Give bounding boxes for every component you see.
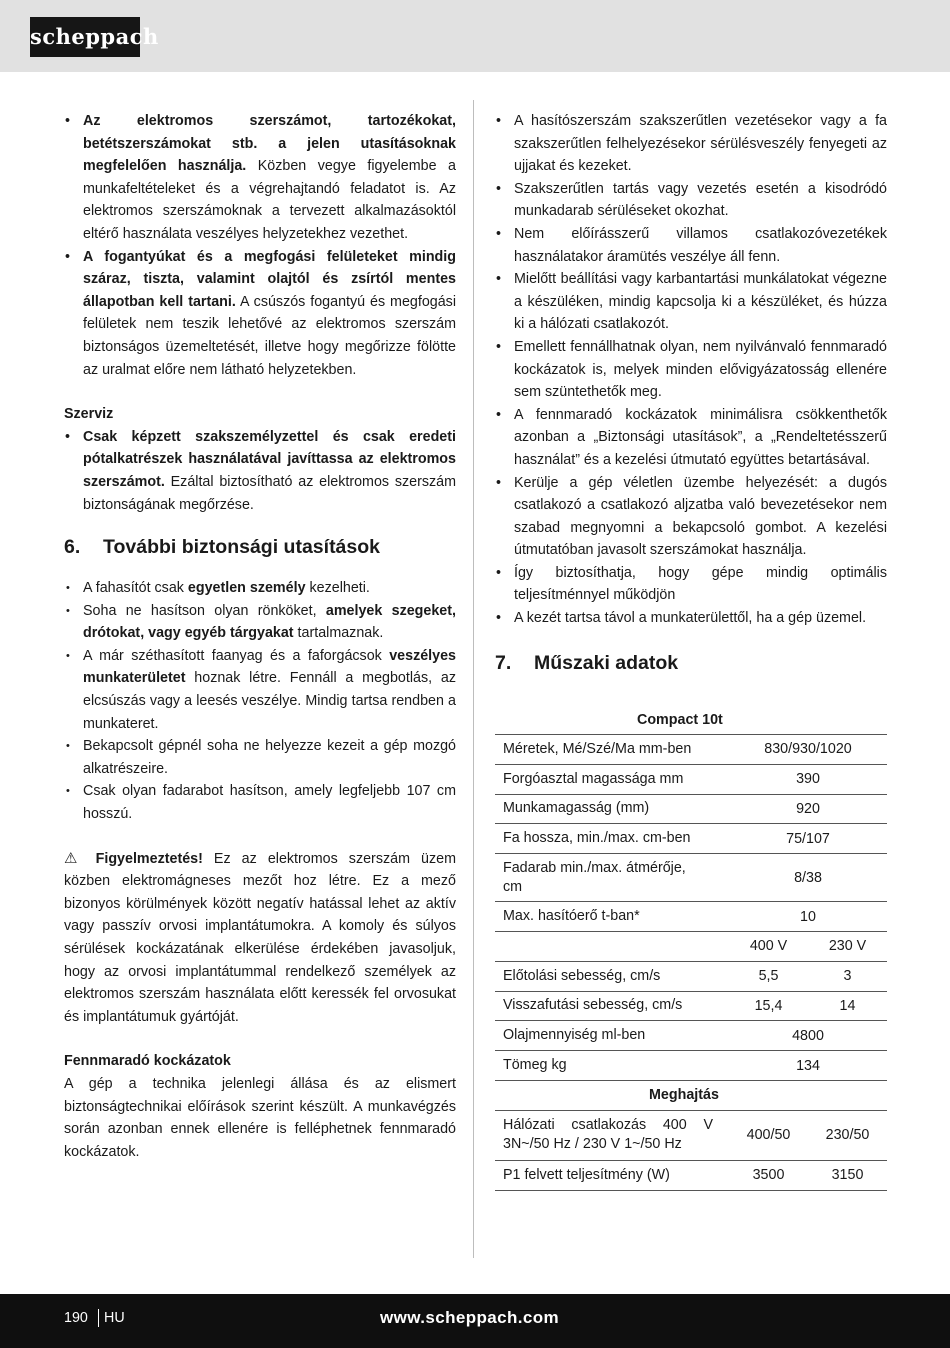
row-value: 830/930/1020: [729, 734, 887, 764]
row-label: Tömeg kg: [495, 1051, 729, 1081]
service-heading: Szerviz: [64, 406, 114, 423]
bold-text: veszélyes munkaterületet: [83, 647, 456, 687]
item-text: A fahasítót csak: [83, 580, 188, 597]
row-value: 5,5: [729, 961, 808, 991]
row-label: Hálózati csatlakozás 400 V 3N~/50 Hz / 230 V 1~/50 Hz: [495, 1110, 729, 1160]
technical-data-table: [495, 705, 887, 1191]
row-value: 15,4: [729, 991, 808, 1021]
bold-lead: Az elektromos szerszámot, tartozékokat, betétszerszámokat stb. a jelen utasításoknak megfelelően használja.: [83, 113, 456, 175]
list-item: • Nem előírásszerű villamos csatlakozóvezetékek használatakor áramütés veszélye áll fenn.: [495, 223, 887, 268]
table-row: [495, 1051, 887, 1081]
row-value: 8/38: [729, 854, 887, 902]
list-item: • Így biztosíthatja, hogy gépe mindig optimális teljesítménnyel működjön: [495, 562, 887, 607]
table-row: [495, 824, 887, 854]
item-text: Ezáltal biztosítható az elektromos szerszám biztonságának megőrzése.: [83, 473, 456, 513]
table-row: [495, 902, 887, 932]
list-item: • A hasítószerszám szakszerűtlen vezetésekor vagy a fa szakszerűtlen felhelyezésekor sérülésveszély fenyegeti az ujjakat és kezeket.: [495, 110, 887, 178]
table-row: [495, 1021, 887, 1051]
bold-lead: Csak képzett szakszemélyzettel és csak eredeti pótalkatrészek használatával javíttassa az elektromos szerszámot.: [83, 428, 456, 490]
header-bar: [0, 0, 950, 72]
list-item: [64, 110, 456, 246]
section-title: További biztonsági utasítások: [103, 536, 381, 559]
list-item: [64, 426, 456, 516]
column-divider: [473, 100, 474, 1258]
row-value: 920: [729, 794, 887, 824]
language-code: HU: [104, 1310, 125, 1326]
table-row: [495, 991, 887, 1021]
model-name: [637, 705, 887, 735]
table-row: [495, 854, 887, 902]
footer-separator: [98, 1309, 99, 1327]
list-item: • Mielőtt beállítási vagy karbantartási munkálatokat végezne a készüléken, mindig kapcsolja ki a készüléket, és húzza ki a hálózati csatlakozót.: [495, 268, 887, 336]
row-value: 134: [729, 1051, 887, 1081]
section-title: Műszaki adatok: [534, 651, 679, 674]
section-6-heading: [64, 536, 456, 559]
item-text: kezelheti.: [305, 580, 370, 597]
additional-safety-list: [64, 577, 456, 826]
table-row: [495, 794, 887, 824]
row-label: Méretek, Mé/Szé/Ma mm-ben: [495, 734, 729, 764]
row-label: Visszafutási sebesség, cm/s: [495, 991, 729, 1021]
list-item: • Szakszerűtlen tartás vagy vezetés esetén a kisodródó munkadarab sérüléseket okozhat.: [495, 178, 887, 223]
section-number: 6.: [64, 536, 81, 559]
row-label: P1 felvett teljesítmény (W): [495, 1160, 729, 1190]
warning-label: Figyelmeztetés!: [95, 850, 203, 867]
list-item: [64, 600, 456, 645]
list-item: [64, 780, 456, 825]
row-value: 14: [808, 991, 887, 1021]
residual-risks-text: A gép a technika jelenlegi állása és az elismert biztonságtechnikai előírások szerint készült. A munkavégzés során azonban ennek ellenére is felléphetnek fennmaradó kockázatok.: [64, 1075, 456, 1160]
list-item: [64, 246, 456, 382]
row-value: 3: [808, 961, 887, 991]
table-row: [495, 764, 887, 794]
row-value: 400/50: [729, 1110, 808, 1160]
bold-text: egyetlen személy: [187, 580, 306, 597]
voltage-400: 400 V: [729, 931, 808, 961]
item-text: hoznak létre. Fennáll a megbotlás, az elcsúszás vagy a leesés veszélye. Mindig tartsa rendben a munkateret.: [83, 670, 456, 732]
table-row: [495, 961, 887, 991]
general-safety-list: [64, 110, 456, 381]
table-row: [495, 1160, 887, 1190]
empty-cell: [495, 931, 729, 961]
row-label: Olajmennyiség ml-ben: [495, 1021, 729, 1051]
list-item: [64, 735, 456, 780]
item-text: A csúszós fogantyú és megfogási felületek nem teszik lehetővé az elektromos szerszám biztonságos üzemeltetését, illetve hogy megőrizze fölötte az uralmat előre nem látható helyzetekben.: [83, 293, 456, 378]
row-value: 4800: [729, 1021, 887, 1051]
list-item: • Kerülje a gép véletlen üzembe helyezését: a dugós csatlakozó a csatlakozó aljzatba való bevezetésekor nem szabad megnyomni a bekapcsoló gombot. A kezelési útmutatóban javasolt szerszámokat használja.: [495, 472, 887, 562]
row-label: Fa hossza, min./max. cm-ben: [495, 824, 729, 854]
row-value: 230/50: [808, 1110, 887, 1160]
section-number: 7.: [495, 651, 512, 674]
item-text: Soha ne hasítson olyan rönköket,: [83, 602, 326, 619]
table-row: [495, 1110, 887, 1160]
drive-header-row: [495, 1080, 887, 1110]
row-value: 10: [729, 902, 887, 932]
residual-risks-heading: Fennmaradó kockázatok: [64, 1053, 231, 1070]
website-link[interactable]: www.scheppach.com: [380, 1308, 560, 1327]
footer-bar: [0, 1294, 950, 1348]
right-column: [495, 110, 887, 1191]
list-item: [64, 645, 456, 735]
item-text: tartalmaznak.: [293, 625, 384, 642]
brand-logo: scheppach: [30, 17, 140, 57]
row-label: Forgóasztal magassága mm: [495, 764, 729, 794]
row-label: Munkamagasság (mm): [495, 794, 729, 824]
list-item: • A kezét tartsa távol a munkaterülettől, ha a gép üzemel.: [495, 607, 887, 630]
item-text: A már széthasított faanyag és a faforgácsok: [83, 647, 390, 664]
list-item: • A fennmaradó kockázatok minimálisra csökkenthetők azonban a „Biztonsági utasítások”, a „Rendeltetésszerű használat” és a kezelési útmutató együttes betartásával.: [495, 404, 887, 472]
item-text: Csak olyan fadarabot hasítson, amely legfeljebb 107 cm hosszú.: [83, 783, 456, 823]
row-value: 3150: [808, 1160, 887, 1190]
row-value: 75/107: [729, 824, 887, 854]
row-label: Max. hasítóerő t-ban*: [495, 902, 729, 932]
section-7-heading: [495, 652, 887, 675]
table-row: [495, 734, 887, 764]
voltage-header-row: [495, 931, 887, 961]
drive-header: Meghajtás: [495, 1080, 887, 1110]
bold-lead: A fogantyúkat és a megfogási felületeket mindig száraz, tiszta, valamint olajtól és zsírtól mentes állapotban kell tartani.: [83, 248, 456, 310]
item-text: Közben vegye figyelembe a munkafeltételeket és a végrehajtandó feladatot is. Az elektromos szerszámoknak a tervezett alkalmazásoktól eltérő használata veszélyes helyzetekhez vezethet.: [83, 158, 456, 242]
bold-text: amelyek szegeket, drótokat, vagy egyéb tárgyakat: [83, 602, 456, 642]
list-item: [64, 577, 456, 600]
residual-risks-list: [495, 110, 887, 630]
list-item: • Emellett fennállhatnak olyan, nem nyilvánvaló fennmaradó kockázatok is, melyek minden elővigyázatosság ellenére sem szüntethetők meg.: [495, 336, 887, 404]
model-label: Compact 10t: [637, 711, 723, 728]
item-text: Bekapcsolt gépnél soha ne helyezze kezeit a gép mozgó alkatrészeire.: [83, 738, 456, 777]
left-column: [64, 110, 456, 1163]
table-header-row: [495, 705, 887, 735]
warning-triangle-icon: ⚠: [64, 849, 85, 867]
page-number: 190: [64, 1310, 88, 1326]
voltage-230: 230 V: [808, 931, 887, 961]
row-value: 390: [729, 764, 887, 794]
row-value: 3500: [729, 1160, 808, 1190]
row-label: Előtolási sebesség, cm/s: [495, 961, 729, 991]
row-label: Fadarab min./max. átmérője, cm: [495, 854, 729, 902]
warning-paragraph: [64, 848, 456, 1029]
service-list: [64, 426, 456, 516]
warning-text: Ez az elektromos szerszám üzem közben elektromágneses mezőt hoz létre. Ez a mező bizonyos körülmények között negatív hatással lehet az aktív vagy passzív orvosi implantátumokra. A komoly és súlyos sérülések kockázatának elkerülése érdekében javasoljuk, hogy az orvosi implantátummal rendelkező személyek az elektromos szerszám használata előtt keressék fel orvosukat és implantátumuk gyártóját.: [64, 850, 456, 1025]
